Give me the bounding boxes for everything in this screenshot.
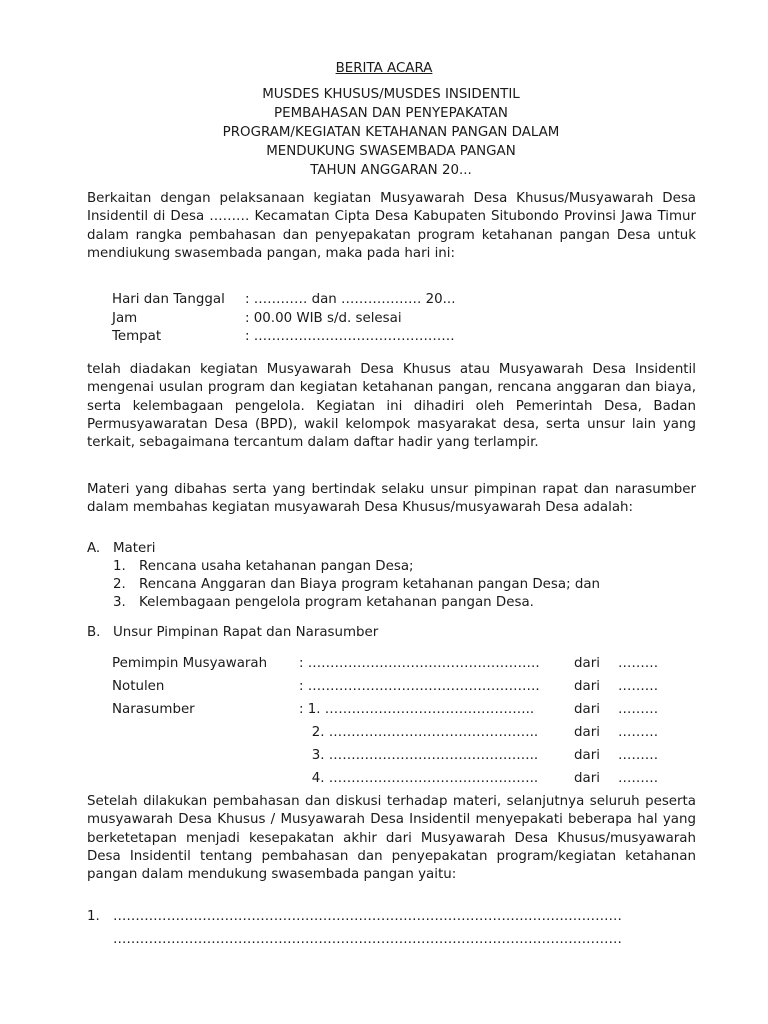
item-text: Rencana Anggaran dan Biaya program ketahanan pangan Desa; dan: [139, 577, 601, 592]
role-value: 3. ………………………………………..: [299, 748, 539, 763]
list-item: [87, 928, 622, 951]
document-heading: [0, 85, 768, 180]
schedule-row: [112, 291, 455, 310]
body-paragraph-1: telah diadakan kegiatan Musyawarah Desa Khusus atau Musyawarah Desa Insidentil mengenai usulan program dan kegiatan ketahanan pangan, rencana anggaran dan biaya, serta kelembagaan pengelola. Kegiatan ini dihadiri oleh Pemerintah Desa, Badan Permusyawaratan Desa (BPD), wakil kelompok masyarakat desa, serta unsur lain yang terkait, sebagaimana tercantum dalam daftar hadir yang terlampir.: [87, 362, 696, 451]
item-text: ……………………………………………………………………………………………………: [113, 909, 622, 924]
origin-value: ………: [618, 702, 659, 717]
dari-label: dari: [574, 702, 600, 717]
intro-paragraph: Berkaitan dengan pelaksanaan kegiatan Musyawarah Desa Khusus/Musyawarah Desa Insidentil di Desa ……… Kecamatan Cipta Desa Kabupaten Situbondo Provinsi Jawa Timur dalam rangka pembahasan dan penyepakatan program ketahanan pangan Desa untuk mendiukung swasembada pangan, maka pada hari ini:: [87, 191, 696, 261]
table-row: [112, 744, 678, 767]
body-paragraph-2: Materi yang dibahas serta yang bertindak selaku unsur pimpinan rapat dan narasumber dalam membahas kegiatan musyawarah Desa Khusus/musyawarah Desa adalah:: [87, 482, 696, 516]
list-item: [87, 905, 622, 928]
role-key: Pemimpin Musyawarah: [112, 656, 268, 671]
dari-label: dari: [574, 725, 600, 740]
schedule-row: [112, 328, 455, 347]
heading-line: TAHUN ANGGARAN 20...: [310, 163, 472, 178]
item-mark: [87, 928, 113, 951]
table-row: [112, 721, 678, 744]
origin-value: ………: [618, 725, 659, 740]
item-mark: 3.: [113, 595, 126, 610]
section-b-mark: B.: [87, 625, 101, 640]
section-a-mark: A.: [87, 541, 101, 556]
dari-label: dari: [574, 748, 600, 763]
section-b-label: Unsur Pimpinan Rapat dan Narasumber: [113, 625, 379, 640]
origin-value: ………: [618, 748, 659, 763]
schedule-value: : ………… dan ……………… 20...: [245, 292, 456, 307]
list-item: [113, 594, 600, 612]
item-text: ……………………………………………………………………………………………………: [113, 932, 622, 947]
conclusions-list: [87, 905, 622, 951]
item-mark: 1.: [113, 559, 126, 574]
schedule-key: Jam: [112, 310, 138, 326]
role-value: : 1. ………………………………………..: [299, 702, 535, 717]
origin-value: ………: [618, 771, 659, 786]
table-row: [112, 698, 678, 721]
heading-line: MENDUKUNG SWASEMBADA PANGAN: [266, 144, 516, 159]
role-key: [112, 721, 299, 744]
role-key: Narasumber: [112, 702, 195, 717]
schedule-key: Hari dan Tanggal: [112, 292, 225, 307]
origin-value: ………: [618, 679, 659, 694]
list-item: [113, 576, 600, 594]
role-value: 2. ………………………………………..: [299, 725, 539, 740]
document-title: [0, 59, 768, 78]
list-item: [113, 558, 600, 576]
role-key: Notulen: [112, 679, 165, 694]
dari-label: dari: [574, 771, 600, 786]
section-a-heading: [87, 540, 600, 558]
schedule-key: Tempat: [112, 329, 162, 344]
table-row: [112, 652, 678, 675]
section-b-title-row: [87, 624, 378, 642]
schedule-value: : 00.00 WIB s/d. selesai: [245, 310, 402, 326]
outro-paragraph: Setelah dilakukan pembahasan dan diskusi terhadap materi, selanjutnya seluruh peserta musyawarah Desa Khusus / Musyawarah Desa Insidentil menyepakati beberapa hal yang berketetapan menjadi kesepakatan akhir dari Musyawarah Desa Khusus/musyawarah Desa Insidentil tentang pembahasan dan penyepakatan program/kegiatan ketahanan pangan dalam mendukung swasembada pangan yaitu:: [87, 794, 696, 883]
heading-line: MUSDES KHUSUS/MUSDES INSIDENTIL: [262, 87, 520, 102]
dari-label: dari: [574, 679, 600, 694]
section-a: [87, 540, 600, 612]
item-text: Kelembagaan pengelola program ketahanan pangan Desa.: [139, 595, 534, 610]
heading-line: PROGRAM/KEGIATAN KETAHANAN PANGAN DALAM: [222, 125, 560, 140]
title-text: BERITA ACARA: [335, 61, 433, 76]
role-value: : …………………………………………….: [299, 679, 540, 694]
role-value: : …………………………………………….: [299, 656, 540, 671]
heading-line: PEMBAHASAN DAN PENYEPAKATAN: [274, 106, 508, 121]
role-value: 4. ………………………………………..: [299, 771, 539, 786]
table-row: [112, 767, 678, 790]
role-key: [112, 744, 299, 767]
item-text: Rencana usaha ketahanan pangan Desa;: [139, 559, 414, 574]
dari-label: dari: [574, 656, 600, 671]
schedule-value: : ………………………………………: [245, 329, 455, 344]
origin-value: ………: [618, 656, 659, 671]
item-mark: 1.: [87, 909, 100, 924]
role-key: [112, 767, 299, 790]
section-a-label: Materi: [113, 541, 156, 556]
item-mark: 2.: [113, 577, 126, 592]
section-b-heading: [87, 624, 378, 642]
schedule-row: [112, 310, 455, 329]
schedule-block: [112, 291, 455, 347]
section-a-items: [87, 558, 600, 612]
table-row: [112, 675, 678, 698]
section-b-table: [112, 652, 678, 790]
